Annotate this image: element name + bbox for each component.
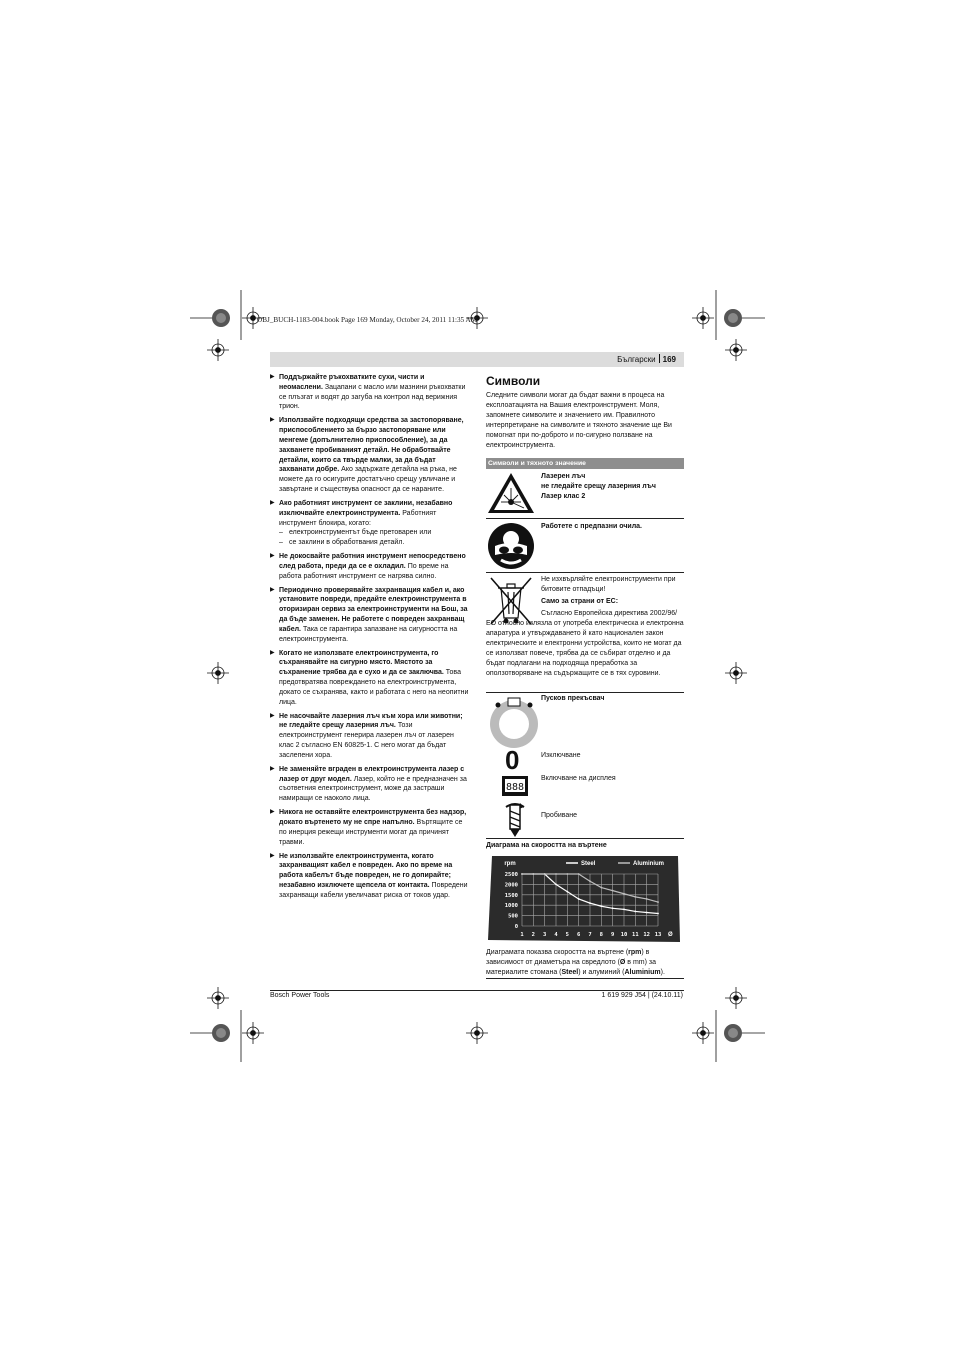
footer-code: 1 619 929 J54 | (24.10.11) bbox=[601, 992, 683, 999]
safety-item-bold: Периодично проверявайте захранващия кабел и, ако установите повреди, предайте електроинструмента в оторизиран сервиз за електроинструменти на Бош, за да бъде заменен. Не работете с повреден захранващ кабел. bbox=[279, 586, 468, 633]
safety-item-text: Така се гарантира запазване на сигурността на електроинструмента. bbox=[279, 625, 458, 643]
safety-item-text: Повредени захранващи кабели увеличават риска от токов удар. bbox=[279, 881, 468, 899]
safety-item bbox=[270, 765, 470, 804]
bullet-arrow-icon: ▶ bbox=[270, 417, 275, 424]
safety-item-bold: Когато не използвате електроинструмента, го съхранявайте на сигурно място. Мястото за съхранение трябва да е сухо и да се заключва. bbox=[279, 649, 444, 677]
bullet-arrow-icon: ▶ bbox=[270, 649, 275, 656]
off-label: Изключване bbox=[541, 752, 581, 759]
data-point bbox=[623, 908, 625, 910]
bullet-arrow-icon: ▶ bbox=[270, 499, 275, 506]
laser-text: Лазерен лъч не гледайте срещу лазерния лъч Лазер клас 2 bbox=[541, 473, 656, 500]
safety-item bbox=[270, 712, 470, 761]
data-point bbox=[555, 873, 557, 875]
x-tick-label: 6 bbox=[577, 932, 581, 938]
data-point bbox=[600, 905, 602, 907]
y-axis-label: rpm bbox=[504, 861, 516, 867]
safety-item-text: Този електроинструмент генерира лазерен лъч от лазерен клас 2 съгласно EN 60825-1. С него могат да бъдат заслепени хора. bbox=[279, 722, 454, 759]
y-tick-label: 0 bbox=[514, 924, 518, 930]
safety-item bbox=[270, 373, 470, 412]
caption-term: rpm bbox=[628, 949, 642, 956]
svg-text:888: 888 bbox=[505, 782, 525, 793]
safety-item-bold: Поддържайте ръкохватките сухи, чисти и неомаслени. bbox=[279, 374, 425, 391]
x-tick-label: 12 bbox=[643, 932, 650, 938]
bullet-arrow-icon: ▶ bbox=[270, 586, 275, 593]
data-point bbox=[612, 890, 614, 892]
speed-chart bbox=[486, 854, 682, 944]
x-tick-label: 7 bbox=[588, 932, 592, 938]
section-intro: Следните символи могат да бъдат важни в процеса на експлоатацията на Вашия електроинструмент. Моля, запомнете символите и значението им. Правилното интерпретиране на символите и тяхното значение ще Ви помогнат при по-доброто и по-сигурно ползване на електроинструмента. bbox=[486, 392, 672, 449]
data-point bbox=[623, 893, 625, 895]
switch-title: Пусков прекъсвач bbox=[541, 695, 605, 702]
legend-label: Aluminium bbox=[633, 861, 664, 867]
table-divider bbox=[486, 518, 684, 519]
safety-item bbox=[270, 852, 470, 901]
speed-chart-caption bbox=[486, 948, 684, 978]
caption-text: ) и алуминий ( bbox=[578, 969, 625, 976]
x-axis-label: Ø bbox=[668, 932, 673, 938]
table-divider bbox=[486, 838, 684, 839]
safety-item bbox=[270, 416, 470, 494]
x-tick-label: 4 bbox=[554, 932, 558, 938]
safety-item-text: Ако задържате детайла на ръка, не можете да го осигурите достатъчно срещу увличане и завъртане и съществува опасност да се нараните. bbox=[279, 466, 457, 493]
x-tick-label: 8 bbox=[599, 932, 603, 938]
goggles-text: Работете с предпазни очила. bbox=[541, 523, 642, 530]
symbols-section bbox=[486, 374, 684, 451]
x-tick-label: 1 bbox=[520, 932, 524, 938]
safety-item-bold: Никога не оставяйте електроинструмента без надзор, докато въртенето му не спре напълно. bbox=[279, 809, 467, 826]
y-tick-label: 1500 bbox=[504, 892, 518, 899]
data-point bbox=[555, 884, 557, 886]
page-header bbox=[270, 352, 684, 367]
left-column bbox=[270, 373, 470, 905]
display-label: Включване на дисплея bbox=[541, 775, 616, 782]
safety-item bbox=[270, 649, 470, 708]
x-tick-label: 13 bbox=[654, 932, 662, 938]
x-tick-label: 11 bbox=[632, 932, 639, 938]
caption-text: ). bbox=[660, 969, 665, 976]
bullet-arrow-icon: ▶ bbox=[270, 374, 275, 380]
y-tick-label: 500 bbox=[508, 913, 518, 920]
data-point bbox=[578, 898, 580, 900]
print-slug: OBJ_BUCH-1183-004.book Page 169 Monday, October 24, 2011 11:35 AM bbox=[257, 316, 478, 324]
data-point bbox=[589, 880, 591, 882]
caption-term: Aluminium bbox=[624, 969, 661, 976]
safety-item-bold: Не използвайте електроинструмента, когато захранващият кабел е повреден. Ако по време на работа кабелът бъде повреден, не го допирайте; незабавно изключете щепсела от контакта. bbox=[279, 852, 453, 889]
dash-item: – се заклини в обработвания детайл. bbox=[279, 539, 405, 547]
legend-label: Steel bbox=[581, 861, 596, 867]
safety-item-text: По време на работа работният инструмент се нагрява силно. bbox=[279, 562, 449, 580]
bullet-arrow-icon: ▶ bbox=[270, 712, 275, 719]
data-point bbox=[544, 873, 546, 875]
y-tick-label: 2000 bbox=[504, 882, 518, 889]
x-tick-label: 3 bbox=[543, 932, 547, 938]
caption-text: в mm) за материалите стомана ( bbox=[486, 959, 657, 976]
safety-item-text: Работният инструмент блокира, когато: bbox=[279, 509, 437, 527]
data-point bbox=[646, 912, 648, 914]
safety-item-text: Лазер, който не е предназначен за съответния електроинструмент, може да застраши намиращи се наоколо лица. bbox=[279, 775, 467, 803]
speed-chart-title: Диаграма на скоростта на въртене bbox=[486, 842, 607, 849]
x-tick-label: 5 bbox=[565, 932, 569, 938]
safety-item-bold: Не заменяйте вграден в електроинструмента лазер с лазер от друг модел. bbox=[279, 765, 465, 783]
footer-rule bbox=[270, 990, 684, 991]
data-point bbox=[578, 873, 580, 875]
bullet-arrow-icon: ▶ bbox=[270, 852, 275, 859]
safety-item-bold: Не насочвайте лазерния лъч към хора или животни; не гледайте срещу лазерния лъч. bbox=[279, 712, 463, 730]
safety-item bbox=[270, 499, 470, 548]
data-point bbox=[566, 891, 568, 893]
y-tick-label: 1000 bbox=[504, 903, 518, 910]
data-point bbox=[657, 913, 659, 915]
disposal-block: Не изхвърляйте електроинструменти при битовите отпадъци! Само за страни от ЕС: Съгласно Европейска директива 2002/96/ЕО относно излязла от употреба електрическа и електронна апаратура и утвърждаването й като национален закон електрическите и електронни устройства, които не могат да се използват повече, трябва да се събират отделно и да бъдат подлагани на подходяща преработка за оползотворяване на съдържащите се в тях суровини. bbox=[486, 576, 684, 677]
drilling-label: Пробиване bbox=[541, 812, 578, 819]
x-tick-label: 10 bbox=[620, 932, 628, 938]
caption-text: Диаграмата показва скоростта на въртене ( bbox=[486, 949, 629, 956]
safety-item-text: Въртящите се по инерция режещи инструменти могат да причинят травми. bbox=[279, 818, 463, 846]
footer-brand: Bosch Power Tools bbox=[270, 992, 330, 999]
bullet-arrow-icon: ▶ bbox=[270, 553, 275, 560]
data-point bbox=[589, 902, 591, 904]
data-point bbox=[634, 896, 636, 898]
table-divider bbox=[486, 572, 684, 573]
table-header: Символи и тяхното значение bbox=[486, 458, 684, 469]
x-tick-label: 9 bbox=[611, 932, 615, 938]
safety-item bbox=[270, 586, 470, 645]
caption-text: ) в зависимост от диаметъра на свредлото ( bbox=[486, 949, 650, 966]
table-divider bbox=[486, 692, 684, 693]
data-point bbox=[521, 873, 523, 875]
safety-item-text: Зацапани с масло или мазнини ръкохватки се плъзгат и водят до загуба на контрол над верижния трион. bbox=[279, 383, 466, 411]
header-language: Български bbox=[617, 355, 656, 364]
data-point bbox=[566, 873, 568, 875]
y-tick-label: 2500 bbox=[504, 872, 518, 878]
safety-item-bold: Не докосвайте работния инструмент непосредствено след работа, преди да се е охладил. bbox=[279, 553, 466, 570]
bullet-arrow-icon: ▶ bbox=[270, 809, 275, 816]
safety-item bbox=[270, 808, 470, 847]
caption-term: Ø bbox=[619, 959, 626, 966]
safety-item bbox=[270, 552, 470, 581]
caption-term: Steel bbox=[561, 969, 579, 976]
x-tick-label: 2 bbox=[531, 932, 535, 938]
selector-switch-icon bbox=[487, 696, 541, 750]
data-point bbox=[657, 901, 659, 903]
bullet-arrow-icon: ▶ bbox=[270, 765, 275, 772]
data-point bbox=[646, 898, 648, 900]
table-bottom-rule bbox=[486, 978, 684, 979]
safety-item-bold: Използвайте подходящи средства за застопоряване, приспособлението за бързо застопоряване или менгеме (допълнително приспособление), за да захванете пробиваният детайл. Не обработвайте детайли, които са твърде малки, за да бъдат захванати добре. bbox=[279, 417, 464, 474]
data-point bbox=[634, 911, 636, 913]
data-point bbox=[612, 907, 614, 909]
data-point bbox=[532, 873, 534, 875]
safety-item-bold: Ако работният инструмент се заклини, незабавно изключвайте електроинструмента. bbox=[279, 499, 453, 517]
dash-item: – електроинструментът бъде претоварен или bbox=[279, 529, 432, 537]
section-title: Символи bbox=[486, 374, 541, 388]
safety-item-text: Това предотвратява повреждането на електроинструмента, докато се съхранява, както и работата с него на неопитни лица. bbox=[279, 669, 469, 706]
page-number: 169 bbox=[662, 355, 676, 364]
data-point bbox=[600, 887, 602, 889]
off-symbol: 0 bbox=[505, 745, 520, 775]
